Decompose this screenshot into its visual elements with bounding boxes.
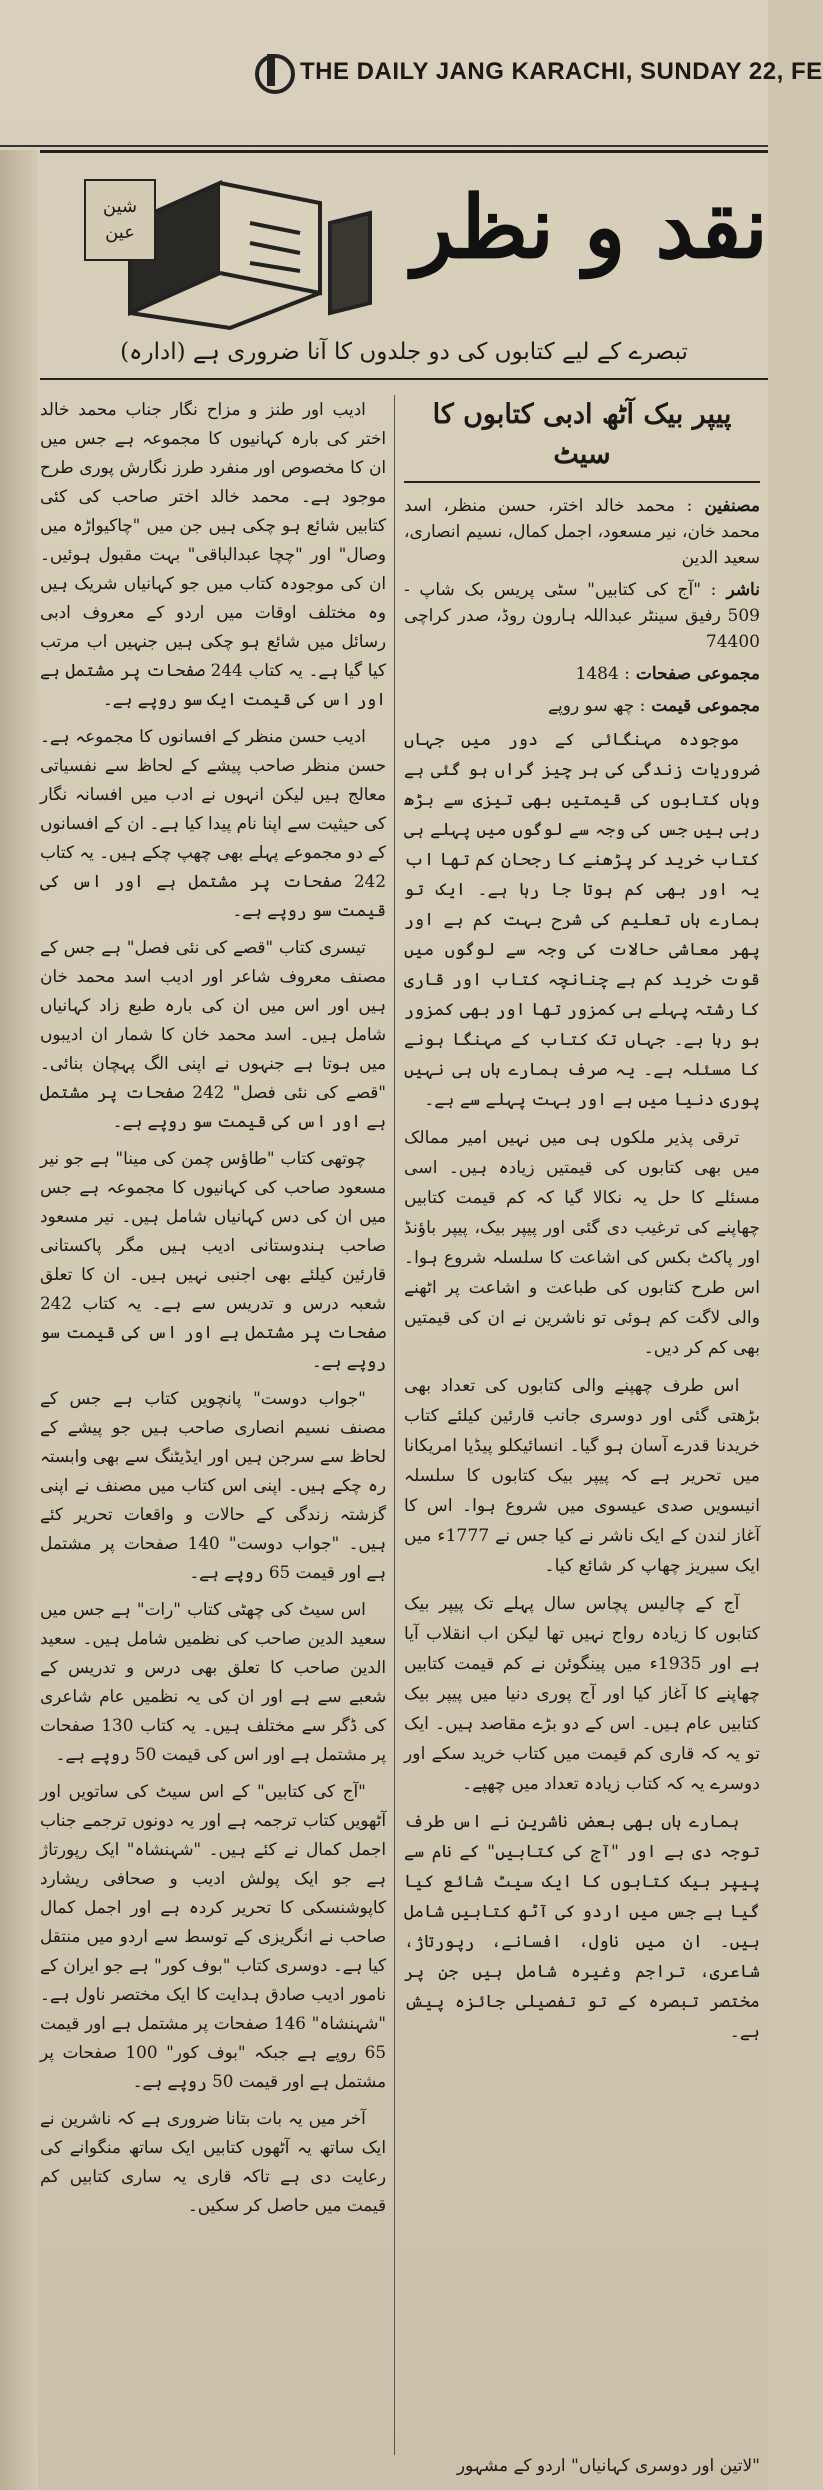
footnote: "لاتین اور دوسری کہانیاں" اردو کے مشہور [456, 2456, 760, 2476]
review-column-left [40, 395, 386, 2228]
book-meta-list [404, 493, 760, 719]
column-subtitle: تبصرے کے لیے کتابوں کی دو جلدوں کا آنا ضروری ہے (ادارہ) [120, 339, 688, 365]
book-meta-row [404, 661, 760, 687]
meta-value: : "آج کی کتابیں" سٹی پریس بک شاپ - 509 رفیق سینٹر عبداللہ ہارون روڈ، صدر کراچی 74400 [404, 580, 760, 652]
article-paragraph: ادیب حسن منظر کے افسانوں کا مجموعہ ہے۔ حسن منظر صاحب پیشے کے لحاظ سے نفسیاتی معالج ہیں لیکن انہوں نے ادب میں افسانہ نگار کی حیثیت سے اپنا نام پیدا کیا ہے۔ ان کے افسانوں کے دو مجموعے پہلے بھی چھپ چکے ہیں۔ یہ کتاب 242 صفحات پر مشتمل ہے اور اس کی قیمت سو روپے ہے۔ [40, 726, 386, 920]
right-paragraphs [404, 725, 760, 2047]
meta-value: : محمد خالد اختر، حسن منظر، اسد محمد خان، نیر مسعود، اجمل کمال، نسیم انصاری، سعید الدین [404, 496, 760, 568]
article-paragraph: "آج کی کتابیں" کے اس سیٹ کی ساتویں اور آٹھویں کتاب ترجمہ ہے اور یہ دونوں ترجمے جناب اجمل کمال نے کئے ہیں۔ "شہنشاہ" ایک رپورتاژ ہے جو ایک پولش ادیب و صحافی ریشارد کاپوشنسکی کا تحریر کردہ ہے اور اجمل کمال صاحب نے انگریزی کے توسط سے اردو میں منتقل کیا ہے۔ دوسری کتاب "بوف کور" ہے جو ایران کے نامور ادیب صادق ہدایت کا ایک مختصر ناول ہے۔ "شہنشاہ" 146 صفحات پر مشتمل ہے اور قیمت 65 روپے ہے جبکہ "بوف کور" 100 صفحات پر مشتمل ہے اور قیمت 50 روپے ہے۔ [40, 1781, 386, 2091]
meta-key: مجموعی قیمت [645, 696, 760, 716]
article-paragraph: آخر میں یہ بات بتانا ضروری ہے کہ ناشرین نے ایک ساتھ یہ آٹھوں کتابیں ایک ساتھ منگوانے کی رعایت دی ہے تاکہ قاری یہ ساری کتابیں کم قیمت میں حاصل کر سکیں۔ [40, 2108, 386, 2215]
page-fold-shadow [0, 150, 38, 2490]
article-paragraph: "جواب دوست" پانچویں کتاب ہے جس کے مصنف نسیم انصاری صاحب ہیں جو پیشے کے لحاظ سے سرجن ہیں اور ایڈیٹنگ سے بھی وابستہ رہ چکے ہیں۔ اپنی اس کتاب میں مصنف نے اپنی گزشتہ زندگی کے حالات و واقعات تحریر کئے ہیں۔ "جواب دوست" 140 صفحات پر مشتمل ہے اور قیمت 65 روپے ہے۔ [40, 1388, 386, 1582]
article-paragraph: موجودہ مہنگائی کے دور میں جہاں ضروریات زندگی کی ہر چیز گراں ہو گئی ہے وہاں کتابوں کی قیمتیں بھی تیزی سے بڑھ رہی ہیں جس کی وجہ سے لوگوں میں پہلے ہی کتاب خرید کر پڑھنے کا رجحان کم تھا اب یہ اور بھی کم ہوتا جا رہا ہے۔ ایک تو ہمارے ہاں تعلیم کی شرح بہت کم ہے اور پھر معاشی حالات کی وجہ سے لوگوں میں قوت خرید کم ہے چنانچہ کتاب اور قاری کا رشتہ پہلے ہی کمزور تھا اور بھی کمزور ہو رہا ہے۔ جہاں تک کتاب کے مہنگا ہونے کا مسئلہ ہے۔ یہ صرف ہمارے ہاں ہی نہیں پوری دنیا میں ہے اور بہت پہلے سے ہے۔ [404, 730, 760, 1110]
jang-logo-icon [255, 54, 295, 94]
article-paragraph: ترقی پذیر ملکوں ہی میں نہیں امیر ممالک میں بھی کتابوں کی قیمتیں زیادہ ہیں۔ اسی مسئلے کا حل یہ نکالا گیا کہ کم قیمت کتابیں چھاپنے کی ترغیب دی گئی اور پیپر بیک، پیپر باؤنڈ اور پاکٹ بکس کی اشاعت کا سلسلہ شروع ہوا۔ اس طرح کتابوں کی طباعت و اشاعت پر اٹھنے والی لاگت کم ہوئی تو ناشرین نے ان کی قیمتیں بھی کم کر دیں۔ [404, 1128, 760, 1358]
dateline: THE DAILY JANG KARACHI, SUNDAY 22, FE [300, 58, 823, 85]
meta-value: : چھ سو روپے [548, 696, 646, 716]
author-badge [84, 179, 156, 261]
badge-line-1: شین [102, 196, 138, 217]
article-paragraph: اس سیٹ کی چھٹی کتاب "رات" ہے جس میں سعید الدین صاحب کی نظمیں شامل ہیں۔ سعید الدین صاحب کا تعلق بھی درس و تدریس کے شعبے سے ہے اور ان کی یہ نظمیں عام شاعری کی ڈگر سے مختلف ہیں۔ یہ کتاب 130 صفحات پر مشتمل ہے اور اس کی قیمت 50 روپے ہے۔ [40, 1599, 386, 1764]
book-meta-row [404, 493, 760, 571]
column-title: نقد و نظر [412, 177, 768, 278]
book-meta-row [404, 577, 760, 655]
article-paragraph: چوتھی کتاب "طاؤس چمن کی مینا" ہے جو نیر مسعود صاحب کی کہانیوں کا مجموعہ ہے جس میں ان کی دس کہانیاں شامل ہیں۔ نیر مسعود صاحب ہندوستانی ادیب ہیں مگر پاکستانی قارئین کیلئے بھی اجنبی نہیں ہیں۔ ان کا تعلق شعبہ درس و تدریس سے ہے۔ یہ کتاب 242 صفحات پر مشتمل ہے اور اس کی قیمت سو روپے ہے۔ [40, 1148, 386, 1371]
article-paragraph: آج کے چالیس پچاس سال پہلے تک پیپر بیک کتابوں کا زیادہ رواج نہیں تھا لیکن اب انقلاب آیا ہے اور 1935ء میں پینگوئن نے کم قیمت کتابیں چھاپنے کا آغاز کیا اور آج پوری دنیا میں پیپر بیک کتابیں عام ہیں۔ اس کے دو بڑے مقاصد ہیں۔ ایک تو یہ کہ قاری کم قیمت میں کتاب خرید سکے اور دوسرے یہ کہ کتاب زیادہ تعداد میں چھپے۔ [404, 1594, 760, 1794]
meta-value: : 1484 [575, 664, 630, 684]
meta-key: مصنفین [692, 496, 760, 516]
review-column-right [404, 395, 760, 2055]
article-paragraph: ہمارے ہاں بھی بعض ناشرین نے اس طرف توجہ دی ہے اور "آج کی کتابیں" کے نام سے پیپر بیک کتابوں کا ایک سیٹ شائع کیا گیا ہے جس میں اردو کی آٹھ کتابیں شامل ہیں۔ ان میں ناول، افسانے، رپورتاژ، شاعری، تراجم وغیرہ شامل ہیں جن پر مختصر تبصرہ کے تو تفصیلی جائزہ پیش ہے۔ [404, 1812, 760, 2042]
article-paragraph: اس طرف چھپنے والی کتابوں کی تعداد بھی بڑھتی گئی اور دوسری جانب قارئین کیلئے کتاب خریدنا قدرے آسان ہو گیا۔ انسائیکلو پیڈیا امریکانا میں تحریر ہے کہ پیپر بیک کتابوں کا سلسلہ انیسویں صدی عیسوی میں شروع ہوا۔ اس کا آغاز لندن کے ایک ناشر نے کیا جس نے 1777ء میں ایک سیریز چھاپ کر شائع کیا۔ [404, 1376, 760, 1576]
column-divider [394, 395, 395, 2455]
review-headline: پیپر بیک آٹھ ادبی کتابوں کا سیٹ [404, 395, 760, 483]
meta-key: ناشر [716, 580, 760, 600]
badge-line-2: عین [105, 222, 135, 243]
column-header [40, 150, 768, 380]
book-meta-row [404, 693, 760, 719]
masthead [0, 0, 823, 147]
article-paragraph: تیسری کتاب "قصے کی نئی فصل" ہے جس کے مصنف معروف شاعر اور ادیب اسد محمد خان ہیں اور اس میں ان کی بارہ طبع زاد کہانیاں شامل ہیں۔ اسد محمد خان کا شمار ان ادیبوں میں ہوتا ہے جنہوں نے اپنی الگ پہچان بنائی۔ "قصے کی نئی فصل" 242 صفحات پر مشتمل ہے اور اس کی قیمت سو روپے ہے۔ [40, 937, 386, 1131]
meta-key: مجموعی صفحات [629, 664, 760, 684]
article-paragraph: ادیب اور طنز و مزاح نگار جناب محمد خالد اختر کی بارہ کہانیوں کا مجموعہ ہے جس میں ان کا مخصوص اور منفرد طرز نگارش پوری طرح موجود ہے۔ محمد خالد اختر صاحب کی کئی کتابیں شائع ہو چکی ہیں جن میں "چاکیواڑہ میں وصال" اور "چچا عبدالباقی" بہت مقبول ہوئیں۔ ان کی موجودہ کتاب میں جو کہانیاں شریک ہیں وہ مختلف اوقات میں اردو کے معروف ادبی رسائل میں شائع ہو چکی ہیں جنہیں اب مرتب کیا گیا ہے۔ یہ کتاب 244 صفحات پر مشتمل ہے اور اس کی قیمت ایک سو روپے ہے۔ [40, 399, 386, 709]
